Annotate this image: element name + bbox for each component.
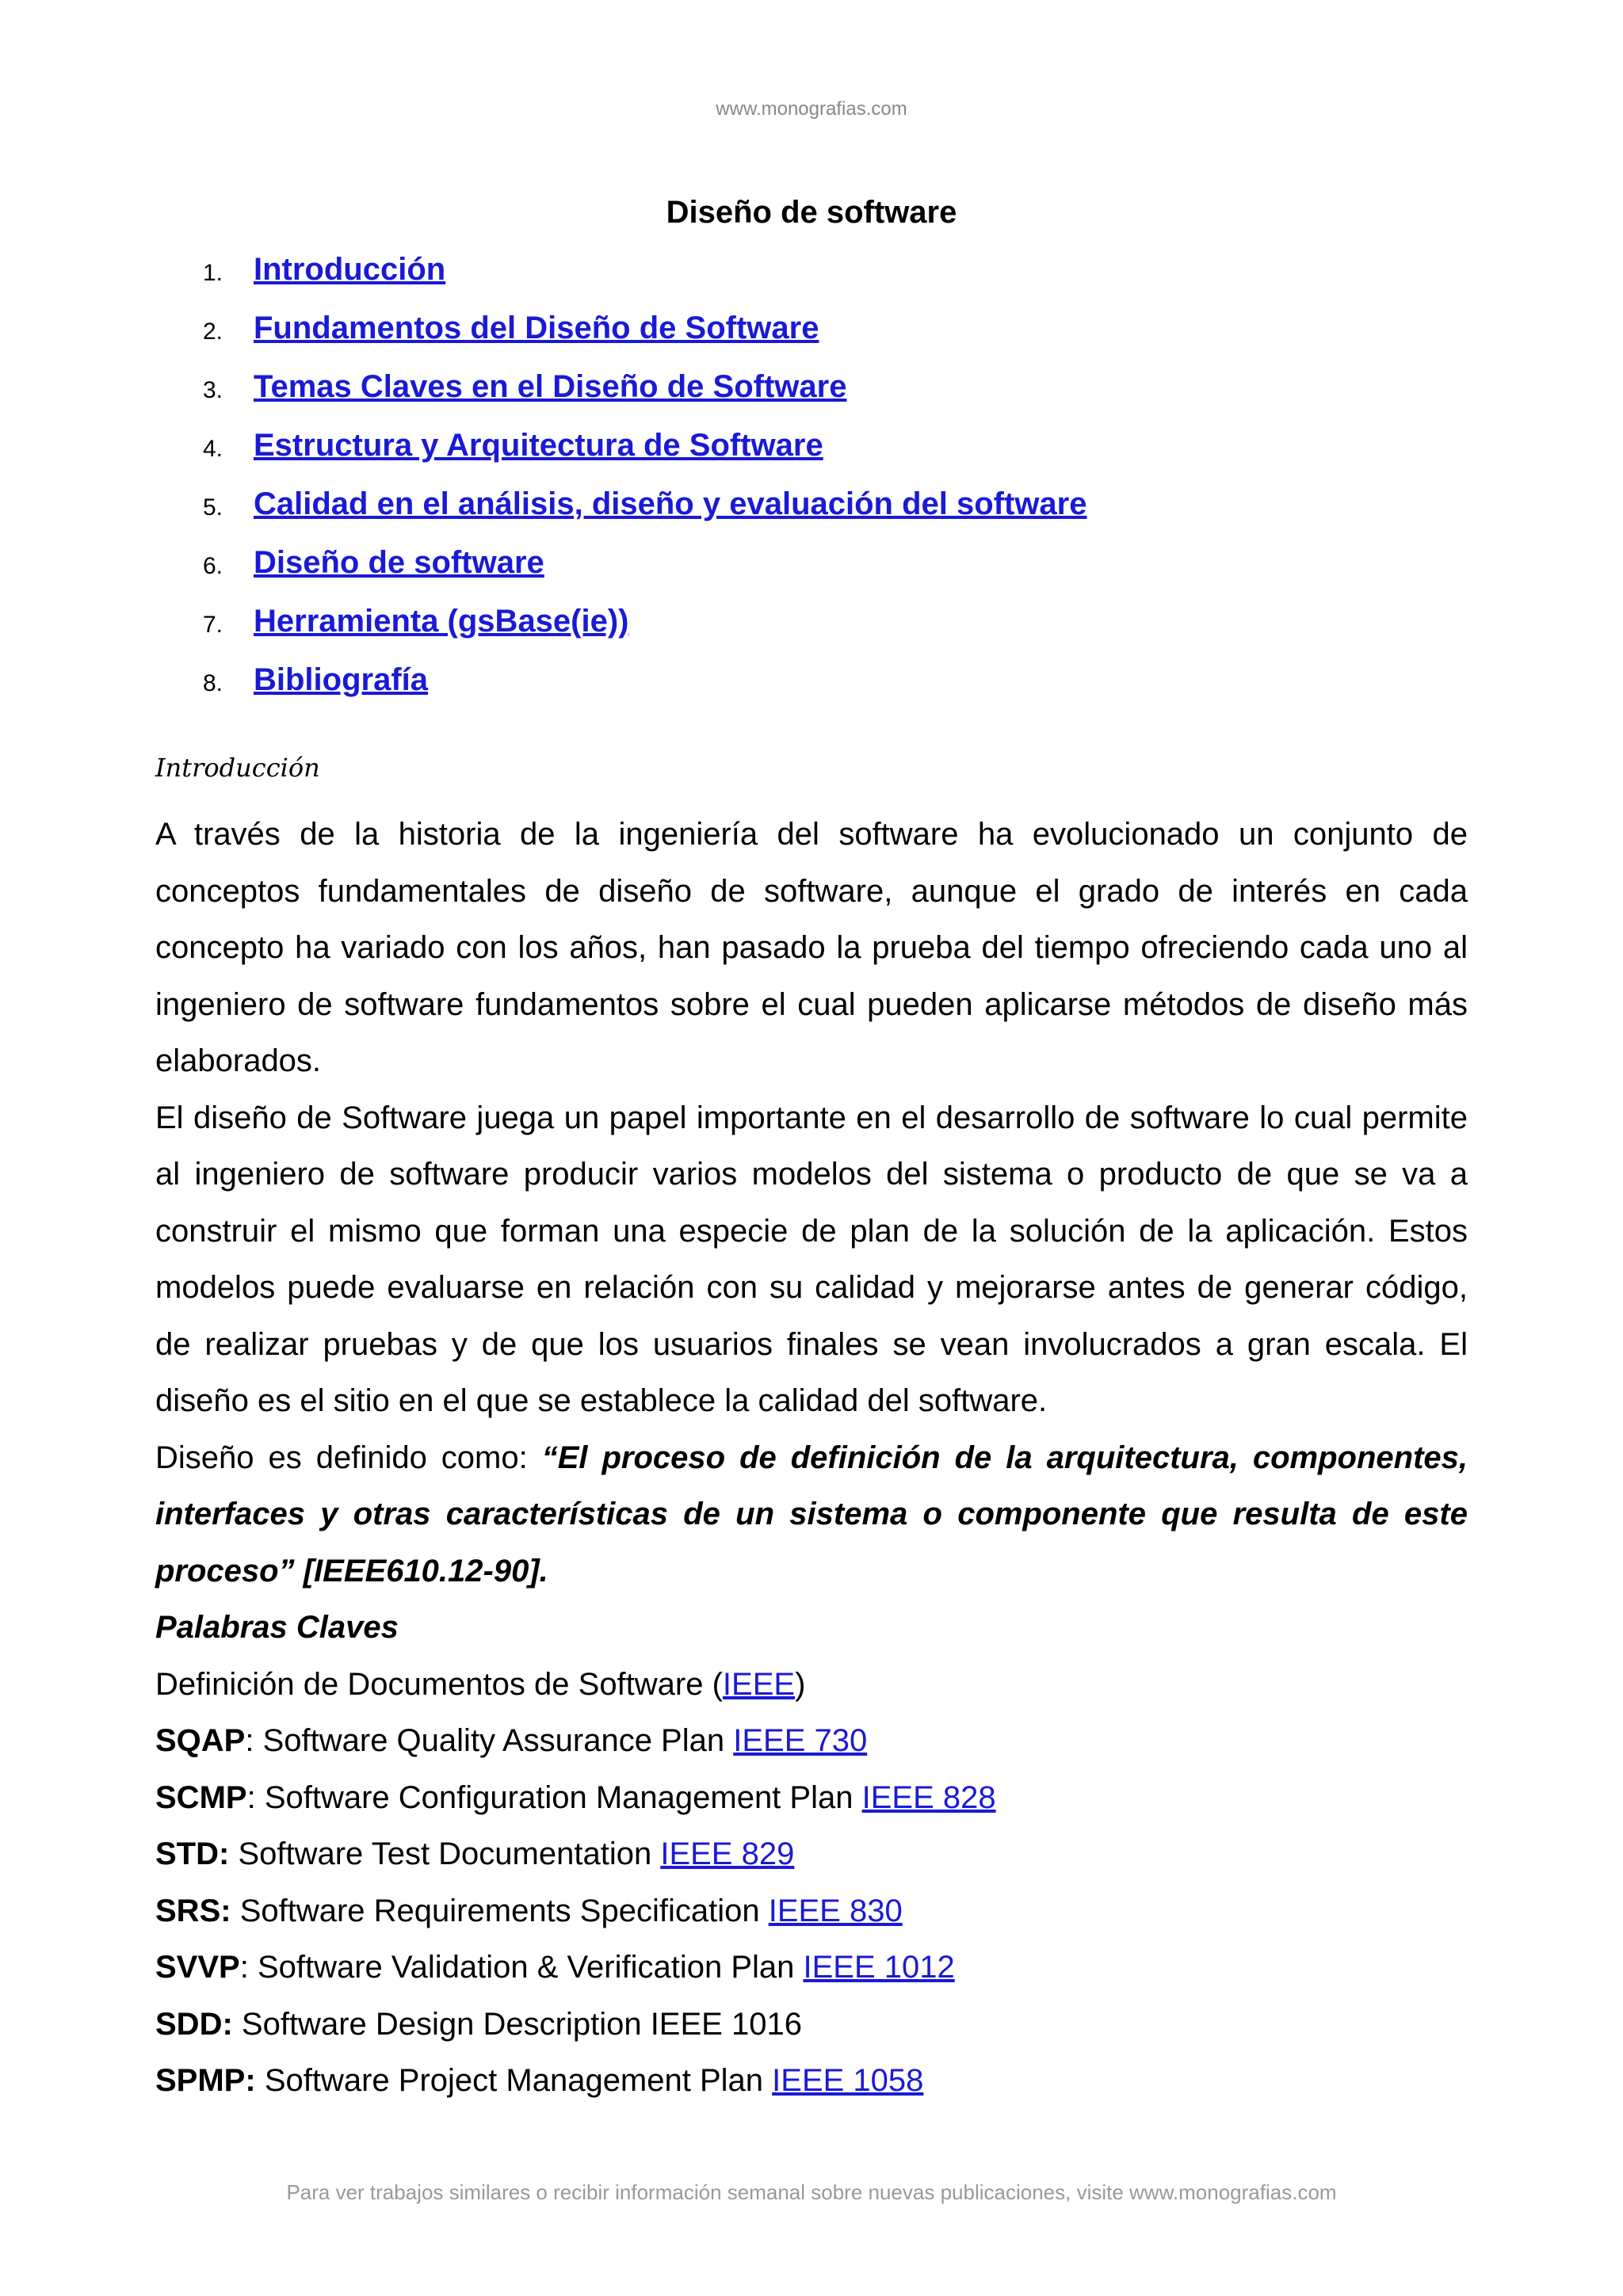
- definition-quote: “El proceso de definición de la arquitectura, componentes, interfaces y otras características de un sistema o componente que resulta de este proceso” [IEEE610.12-90].: [155, 1440, 1468, 1589]
- keyword-abbr: STD:: [155, 1836, 230, 1871]
- toc-number: 5.: [203, 494, 223, 521]
- table-of-contents: [0, 242, 1623, 711]
- keyword-desc: Software Configuration Management Plan: [264, 1779, 862, 1815]
- toc-link-herramienta[interactable]: Herramienta (gsBase(ie)): [254, 604, 629, 639]
- keyword-sqap: [155, 1713, 1468, 1770]
- toc-number: 2.: [203, 318, 223, 345]
- keyword-abbr: SRS:: [155, 1893, 231, 1928]
- toc-item-diseno: [0, 536, 1623, 594]
- toc-item-bibliografia: [0, 653, 1623, 711]
- toc-number: 4.: [203, 436, 223, 462]
- toc-item-estructura: [0, 418, 1623, 477]
- ieee-828-link[interactable]: IEEE 828: [861, 1779, 996, 1815]
- ieee-1012-link[interactable]: IEEE 1012: [803, 1950, 955, 1985]
- toc-link-fundamentos[interactable]: Fundamentos del Diseño de Software: [254, 311, 819, 345]
- toc-number: 3.: [203, 377, 223, 403]
- toc-link-diseno[interactable]: Diseño de software: [254, 545, 544, 580]
- software-docs-definition: [155, 1657, 1468, 1714]
- ieee-link[interactable]: IEEE: [722, 1666, 796, 1702]
- keyword-separator: [229, 1836, 238, 1871]
- toc-link-calidad[interactable]: Calidad en el análisis, diseño y evaluación del software: [254, 486, 1087, 521]
- keyword-abbr: SCMP: [155, 1779, 247, 1815]
- section-heading-introduccion: Introducción: [155, 753, 320, 783]
- ieee-1058-link[interactable]: IEEE 1058: [772, 2063, 924, 2098]
- toc-link-temas-claves[interactable]: Temas Claves en el Diseño de Software: [254, 369, 847, 404]
- ieee-1016-text: IEEE 1016: [650, 2006, 802, 2042]
- keyword-separator: :: [246, 1779, 265, 1815]
- keyword-sdd: [155, 1997, 1468, 2054]
- ieee-730-link[interactable]: IEEE 730: [733, 1723, 868, 1758]
- toc-link-bibliografia[interactable]: Bibliografía: [254, 662, 429, 697]
- header-url: www.monografias.com: [716, 98, 907, 120]
- intro-paragraph-2: El diseño de Software juega un papel importante en el desarrollo de software lo cual permite al ingeniero de software producir varios modelos del sistema o producto de que se va a construir el mismo que forman una especie de plan de la solución de la aplicación. Estos modelos puede evaluarse en relación con su calidad y mejorarse antes de generar código, de realizar pruebas y de que los usuarios finales se vean involucrados a gran escala. El diseño es el sitio en el que se establece la calidad del software.: [155, 1100, 1468, 1418]
- keyword-desc: Software Design Description: [241, 2006, 651, 2042]
- intro-paragraph-1: A través de la historia de la ingeniería del software ha evolucionado un conjunto de conceptos fundamentales de diseño de software, aunque el grado de interés en cada concepto ha variado con los años, han pasado la prueba del tiempo ofreciendo cada uno al ingeniero de software fundamentos sobre el cual pueden aplicarse métodos de diseño más elaborados.: [155, 817, 1468, 1078]
- keyword-desc: Software Project Management Plan: [264, 2063, 773, 2098]
- ieee-830-link[interactable]: IEEE 830: [768, 1893, 903, 1928]
- definition-prefix: Diseño es definido como:: [155, 1440, 542, 1475]
- keyword-separator: :: [245, 1723, 263, 1758]
- toc-item-herramienta: [0, 594, 1623, 653]
- ieee-829-link[interactable]: IEEE 829: [660, 1836, 795, 1871]
- keyword-desc: Software Quality Assurance Plan: [262, 1723, 734, 1758]
- toc-link-introduccion[interactable]: Introducción: [254, 252, 446, 287]
- toc-number: 7.: [203, 612, 223, 638]
- toc-item-temas-claves: [0, 360, 1623, 418]
- toc-item-introduccion: [0, 242, 1623, 301]
- definition-paragraph: [155, 1430, 1468, 1600]
- keyword-desc: Software Test Documentation: [238, 1836, 661, 1871]
- toc-item-calidad: [0, 477, 1623, 536]
- keyword-separator: :: [239, 1950, 258, 1985]
- page-title: Diseño de software: [666, 195, 957, 230]
- keyword-separator: [256, 2063, 265, 2098]
- keyword-scmp: [155, 1770, 1468, 1827]
- keywords-title: Palabras Claves: [155, 1610, 399, 1645]
- keyword-std: [155, 1826, 1468, 1883]
- keyword-srs: [155, 1883, 1468, 1940]
- toc-number: 6.: [203, 553, 223, 579]
- keyword-desc: Software Validation & Verification Plan: [257, 1950, 804, 1985]
- keyword-abbr: SQAP: [155, 1723, 246, 1758]
- body-text: [155, 807, 1468, 2110]
- toc-number: 8.: [203, 670, 223, 696]
- keyword-abbr: SPMP:: [155, 2063, 256, 2098]
- toc-item-fundamentos: [0, 301, 1623, 360]
- software-docs-prefix: Definición de Documentos de Software (: [155, 1666, 723, 1702]
- keyword-spmp: [155, 2053, 1468, 2110]
- keyword-separator: [231, 1894, 240, 1928]
- footer-text: Para ver trabajos similares o recibir información semanal sobre nuevas publicaciones, visite www.monografias.com: [286, 2180, 1337, 2204]
- keyword-abbr: SDD:: [155, 2006, 233, 2042]
- keyword-svvp: [155, 1939, 1468, 1997]
- software-docs-suffix: ): [795, 1666, 806, 1702]
- keyword-abbr: SVVP: [155, 1950, 240, 1985]
- keyword-desc: Software Requirements Specification: [239, 1893, 769, 1928]
- keyword-separator: [233, 2007, 242, 2042]
- toc-number: 1.: [203, 260, 223, 286]
- toc-link-estructura[interactable]: Estructura y Arquitectura de Software: [254, 428, 823, 463]
